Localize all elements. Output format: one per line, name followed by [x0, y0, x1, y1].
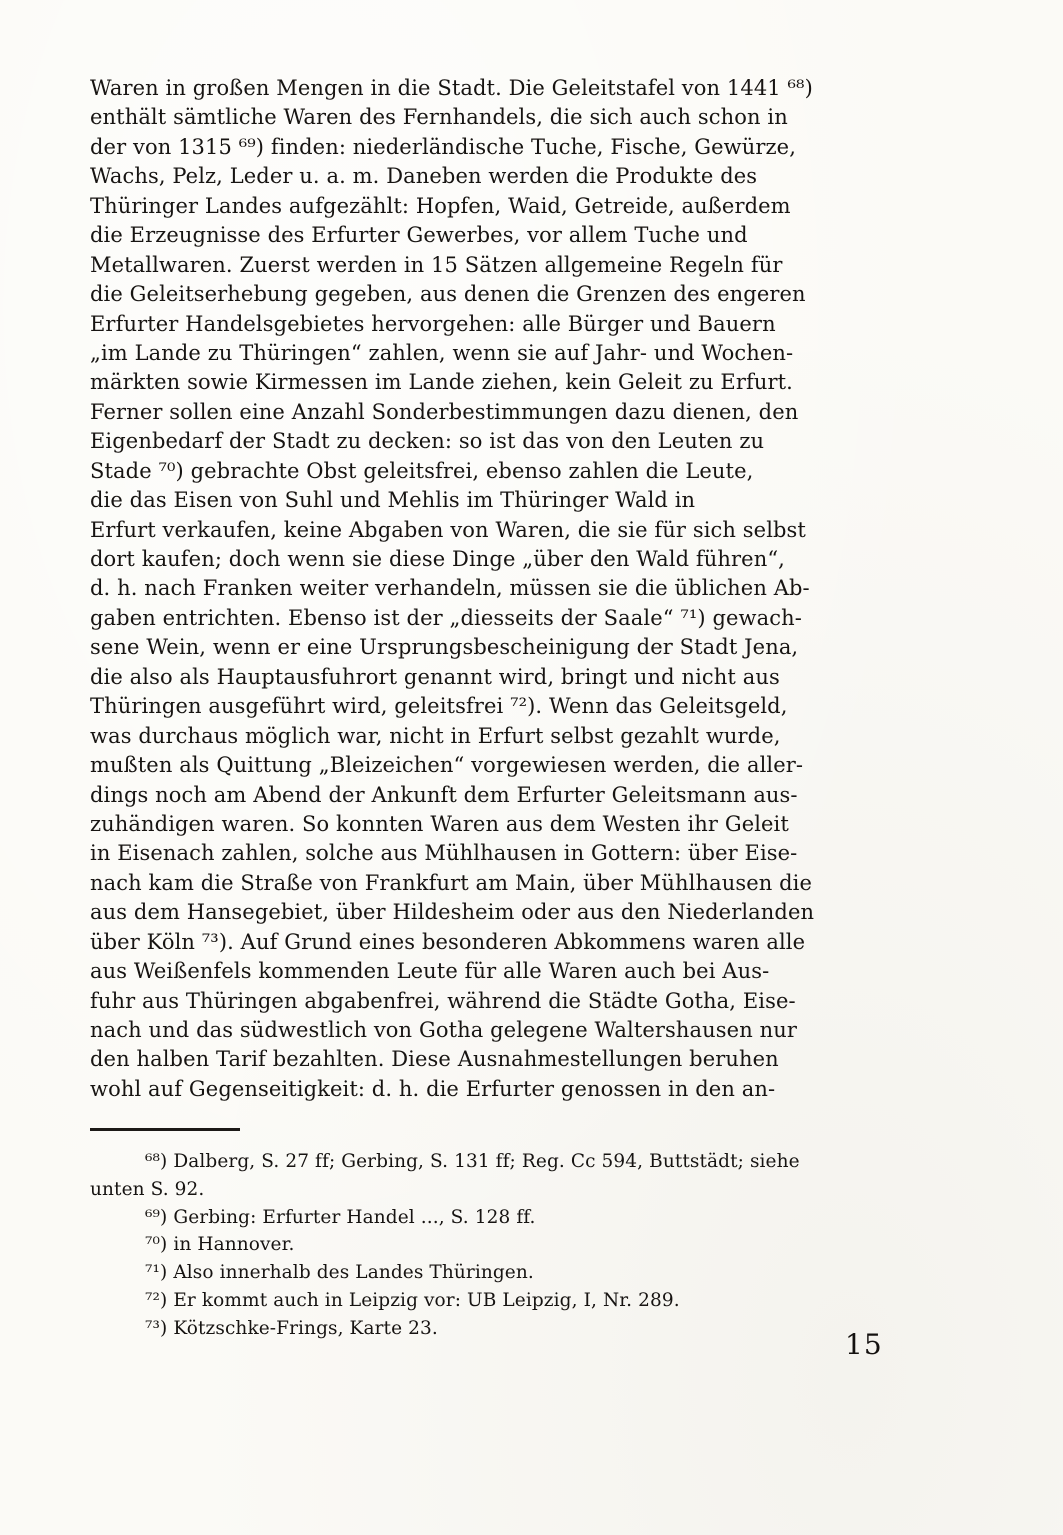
body-line: sene Wein, wenn er eine Ursprungsbescheinigung der Stadt Jena, [90, 635, 799, 660]
body-line: nach kam die Straße von Frankfurt am Main, über Mühlhausen die [90, 870, 813, 895]
body-line: Ferner sollen eine Anzahl Sonderbestimmungen dazu dienen, den [90, 399, 799, 424]
body-line: über Köln ⁷³). Auf Grund eines besonderen Abkommens waren alle [90, 929, 806, 954]
footnote-line: ⁶⁸) Dalberg, S. 27 ff; Gerbing, S. 131 ff; Reg. Cc 594, Buttstädt; siehe [145, 1151, 800, 1172]
footnote-separator [90, 1128, 240, 1131]
body-line: nach und das südwestlich von Gotha gelegene Waltershausen nur [90, 1018, 797, 1042]
body-line: Thüringer Landes aufgezählt: Hopfen, Waid, Getreide, außerdem [90, 193, 791, 218]
body-line: mußten als Quittung „Bleizeichen“ vorgewiesen werden, die aller- [90, 753, 804, 778]
body-line: was durchaus möglich war, nicht in Erfurt selbst gezahlt wurde, [90, 723, 781, 748]
body-line: fuhr aus Thüringen abgabenfrei, während die Städte Gotha, Eise- [90, 988, 796, 1013]
footnote-line: ⁷²) Er kommt auch in Leipzig vor: UB Leipzig, I, Nr. 289. [145, 1289, 680, 1311]
body-text [90, 74, 912, 1104]
page-number: 15 [845, 1328, 883, 1361]
body-line: in Eisenach zahlen, solche aus Mühlhausen in Gottern: über Eise- [90, 841, 798, 866]
body-line: Waren in großen Mengen in die Stadt. Die Geleitstafel von 1441 ⁶⁸) [90, 76, 813, 100]
body-line: Wachs, Pelz, Leder u. a. m. Daneben werden die Produkte des [90, 164, 758, 189]
body-line: wohl auf Gegenseitigkeit: d. h. die Erfurter genossen in den an- [90, 1076, 776, 1101]
footnote-line: ⁷¹) Also innerhalb des Landes Thüringen. [145, 1262, 534, 1284]
body-line: die Geleitserhebung gegeben, aus denen die Grenzen des engeren [90, 282, 806, 307]
body-line: Erfurter Handelsgebietes hervorgehen: alle Bürger und Bauern [90, 311, 776, 336]
footnote-line: ⁷³) Kötzschke-Frings, Karte 23. [145, 1317, 438, 1339]
body-line: märkten sowie Kirmessen im Lande ziehen, kein Geleit zu Erfurt. [90, 370, 793, 395]
body-line: zuhändigen waren. So konnten Waren aus dem Westen ihr Geleit [90, 811, 789, 836]
footnote-line: ⁷⁰) in Hannover. [145, 1234, 295, 1256]
body-line: dort kaufen; doch wenn sie diese Dinge „über den Wald führen“, [90, 547, 785, 571]
body-line: aus Weißenfels kommenden Leute für alle Waren auch bei Aus- [90, 959, 770, 984]
body-line: Metallwaren. Zuerst werden in 15 Sätzen allgemeine Regeln für [90, 252, 783, 277]
body-line: die das Eisen von Suhl und Mehlis im Thüringer Wald in [90, 488, 696, 513]
body-line: Eigenbedarf der Stadt zu decken: so ist das von den Leuten zu [90, 429, 765, 454]
body-line: der von 1315 ⁶⁹) finden: niederländische Tuche, Fische, Gewürze, [90, 134, 796, 159]
body-line: Erfurt verkaufen, keine Abgaben von Waren, die sie für sich selbst [90, 517, 806, 542]
body-line: die Erzeugnisse des Erfurter Gewerbes, vor allem Tuche und [90, 223, 748, 248]
body-line: aus dem Hansegebiet, über Hildesheim oder aus den Niederlanden [90, 900, 815, 925]
body-line: Thüringen ausgeführt wird, geleitsfrei ⁷²). Wenn das Geleitsgeld, [90, 694, 788, 719]
footnote-line: ⁶⁹) Gerbing: Erfurter Handel ..., S. 128 ff. [145, 1206, 536, 1228]
body-line: die also als Hauptausfuhrort genannt wird, bringt und nicht aus [90, 664, 780, 689]
body-line: d. h. nach Franken weiter verhandeln, müssen sie die üblichen Ab- [90, 576, 810, 601]
body-line: gaben entrichten. Ebenso ist der „diesseits der Saale“ ⁷¹) gewach- [90, 605, 802, 630]
body-line: „im Lande zu Thüringen“ zahlen, wenn sie auf Jahr- und Wochen- [90, 340, 794, 365]
footnote-line: unten S. 92. [90, 1178, 205, 1200]
footnotes [90, 1148, 912, 1343]
body-line: enthält sämtliche Waren des Fernhandels, die sich auch schon in [90, 105, 788, 130]
body-line: Stade ⁷⁰) gebrachte Obst geleitsfrei, ebenso zahlen die Leute, [90, 458, 754, 483]
body-line: dings noch am Abend der Ankunft dem Erfurter Geleitsmann aus- [90, 782, 798, 807]
body-line: den halben Tarif bezahlten. Diese Ausnahmestellungen beruhen [90, 1047, 779, 1072]
